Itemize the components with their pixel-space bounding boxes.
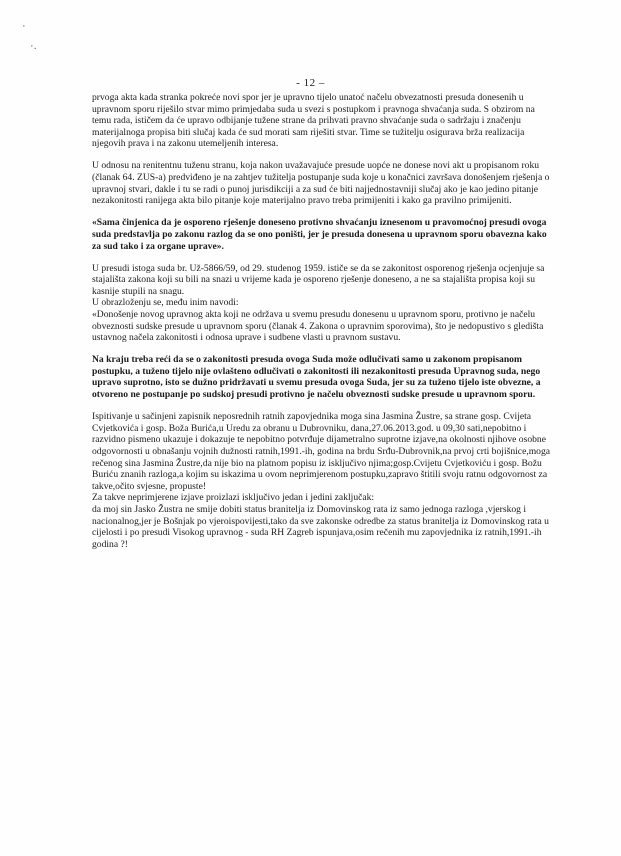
paragraph: Ispitivanje u sačinjeni zapisnik neposrednih ratnih zapovjednika moga sina Jasmina Žustre, sa strane gosp. Cvijeta Cvjetkovića i gosp. Boža Burića,u Uredu za obranu u Dubrovniku, dana,27.06.2013.god. u 09,30 sati,nepobitno i razvidno pismeno ukazuje i dokazuje te nepobitno potvrđuje dijametralno suprotne izjave,na okolnosti njihove osobne odgovornosti u obnašanju vojnih dužnosti ratnih,1991.-ih, godina na brdu Srđu-Dubrovnik,na prvoj crti bojišnice,moga rečenog sina Jasmina Žustre,da nije bio na platnom popisu iz isključivo njima;gosp.Cvijetu Cvjetkoviću i gosp. Božu Buriću znanih razloga,a kojim su iskazima u ovom neprimjerenom postupku,zapravo štitili svoju ratnu odgovornost za takve,očito svjesne, propuste!: [92, 411, 551, 492]
bold-quote-paragraph: «Sama činjenica da je osporeno rješenje doneseno protivno shvaćanju iznesenom u pravomoćnoj presudi ovoga suda predstavlja po zakonu razlog da se ono poništi, jer je presuda donesena u upravnom sporu obavezna kako za sud tako i za organe uprave».: [92, 217, 547, 252]
document-body: [92, 92, 554, 550]
margin-mark: ·.: [30, 40, 37, 52]
bold-conclusion-paragraph: Na kraju treba reći da se o zakonitosti presuda ovoga Suda može odlučivati samo u zakonom propisanom postupku, a tuženo tijelo nije ovlašteno odlučivati o zakonitosti ili nezakonitosti presuda Upravnog suda, nego upravo suprotno, isto se dužno pridržavati u svemu presuda ovoga Suda, jer su za tuženo tijelo iste obvezne, a otvoreno ne postupanje po sudskoj presudi protivno je načelu obveznosti sudske presude u upravnom sporu.: [92, 354, 541, 401]
paragraph: U presudi istoga suda br. Už-5866/59, od 29. studenog 1959. ističe se da se zakonitost osporenog rješenja ocjenjuje sa stajališta zakona koji su bili na snazi u vrijeme kada je osporeno rješenje doneseno, a ne sa stajališta propisa koji su kasnije stupili na snagu.: [92, 262, 545, 297]
quote-paragraph: «Donošenje novog upravnog akta koji ne održava u svemu presudu donesenu u upravnom sporu, protivno je načelu obveznosti sudske presude u upravnom sporu (članak 4. Zakona o upravnim sporovima), što je nedopustivo s gledišta ustavnog načela zakonitosti i odnosa uprave i sudbene vlasti u pravnom sustavu.: [92, 309, 544, 344]
paragraph: Za takve neprimjerene izjave proizlazi isključivo jedan i jedini zaključak:: [92, 492, 375, 504]
paragraph: U odnosu na renitentnu tuženu stranu, koja nakon uvažavajuće presude uopće ne donese novi akt u propisanom roku (članak 64. ZUS-a) predviđeno je na zahtjev tužitelja postupanje suda koje u konačnici završava donošenjem rješenja o upravnoj stvari, dakle i tu se radi o punoj jurisdikciji a za sud će biti najjednostavniji slučaj ako je kao jedino pitanje nezakonitosti ranijega akta bilo pitanje koje materijalno pravo treba primijeniti i kako ga pravilno primijeniti.: [92, 160, 550, 207]
paragraph: da moj sin Jasko Žustra ne smije dobiti status branitelja iz Domovinskog rata iz samo jednoga razloga ,vjerskog i nacionalnog,jer je Bošnjak po vjeroispovijesti,tako da sve zakonske odredbe za status branitelja iz Domovinskog rata u cijelosti i po presudi Visokog upravnog - suda RH Zagreb ispunjava,osim rečenih mu zapovjednika iz ratnih,1991.-ih godina ?!: [92, 503, 549, 550]
margin-mark: ·: [22, 20, 26, 32]
paragraph: U obrazloženju se, među inim navodi:: [92, 297, 239, 309]
paragraph: prvoga akta kada stranka pokreće novi spor jer je upravno tijelo unatoć načelu obvezatnosti presuda donesenih u upravnom sporu riješilo stvar mimo primjedaba suda u svezi s postupkom i pravnoga shvaćanja suda. S obzirom na temu rada, ističem da će upravo odbijanje tužene strane da prihvati pravno shvaćanje suda o sadržaju i značenju materijalnoga propisa biti slučaj kada će sud morati sam riješiti stvar. Time se tužitelju osigurava brža realizacija njegovih prava i na zakonu utemeljenih interesa.: [92, 92, 535, 150]
page-number: - 12 –: [296, 77, 325, 89]
